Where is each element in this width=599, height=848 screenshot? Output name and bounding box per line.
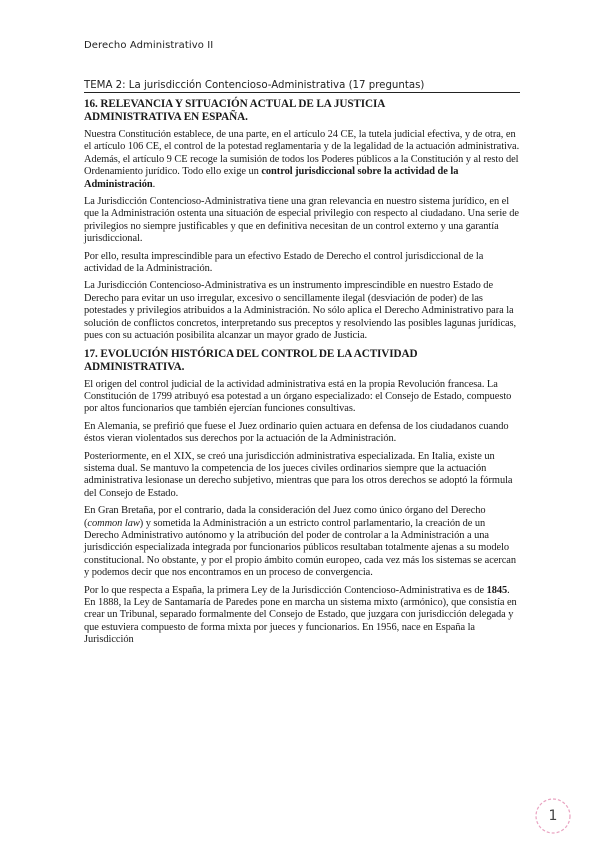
section-16-paragraph-3: Por ello, resulta imprescindible para un efectivo Estado de Derecho el control jurisdiccional de la actividad de la Administración. [84,250,484,275]
text-run: En Gran Bretaña, por el contrario, dada la consideración del Juez como único órgano del Derecho ( [84,505,486,529]
page-number: 1 [548,808,558,824]
text-run: ) y sometida la Administración a un estricto control parlamentario, la creación de un Derecho Administrativo autónomo y la atribución del poder de controlar a la Administración a una jurisdicción especializada integrada por funcionarios públicos resultaban totalmente ajenas a su modelo constitucional. No obstante, y por el propio ámbito común europeo, cada vez más los sistemas se acercan y podemos decir que nos encontramos en un proceso de convergencia. [84,517,516,579]
section-17-paragraph-3: Posteriormente, en el XIX, se creó una jurisdicción administrativa especializada. En Italia, existe un sistema dual. Se mantuvo la competencia de los jueces civiles ordinarios siempre que la actuación administrativa lesionase un derecho subjetivo, mientras que para los otros derechos se adoptó la fórmula del Consejo de Estado. [84,450,513,499]
bold-text: 1845 [486,584,508,596]
text-run: . En 1888, la Ley de Santamaría de Paredes pone en marcha un sistema mixto (armónico), que consistía en crear un Tribunal, separado formalmente del Consejo de Estado, que juzgara con jurisdicción delegada y que estuviera compuesto de forma mixta por jueces y funcionarios. En 1956, nace en España la Jurisdicción [84,584,517,646]
section-17-paragraph-5 [84,585,520,647]
section-16-heading [84,98,520,124]
section-17-paragraph-2: En Alemania, se prefirió que fuese el Juez ordinario quien actuara en defensa de los ciudadanos cuando éstos vieran violentados sus derechos por la actuación de la Administración. [84,420,509,445]
page-number-badge [532,796,574,836]
italic-text: common law [87,517,140,529]
text-run: . [152,178,156,190]
section-16-paragraph-1 [84,129,520,191]
section-17-heading-line2: ADMINISTRATIVA. [84,360,185,373]
section-17-heading [84,348,520,374]
section-17-paragraph-4 [84,505,520,579]
section-17-heading-line1: 17. EVOLUCIÓN HISTÓRICA DEL CONTROL DE LA ACTIVIDAD [84,347,418,360]
topic-title: TEMA 2: La jurisdicción Contencioso-Administrativa (17 preguntas) [84,80,520,93]
section-16-heading-line2: ADMINISTRATIVA EN ESPAÑA. [84,111,248,123]
section-17-paragraph-1: El origen del control judicial de la actividad administrativa está en la propia Revolución francesa. La Constitución de 1799 atribuyó esa potestad a un órgano especializado: el Consejo de Estado, compuesto por altos funcionarios que también ejercían funciones consultivas. [84,378,512,415]
text-run: Por lo que respecta a España, la primera Ley de la Jurisdicción Contencioso-Administrativa es de [84,584,487,596]
section-16-paragraph-4: La Jurisdicción Contencioso-Administrativa es un instrumento imprescindible en nuestro Estado de Derecho para evitar un uso irregular, excesivo o sencillamente ilegal (desviación de poder) de las potestades y privilegios atribuidos a la Administración. No sólo aplica el Derecho Administrativo para la solución de conflictos concretos, interpretando sus preceptos y resolviendo las posibles lagunas jurídicas, pues con su actuación posibilita alcanzar un mayor grado de Justicia. [84,280,517,342]
section-16-paragraph-2: La Jurisdicción Contencioso-Administrativa tiene una gran relevancia en nuestro sistema jurídico, en el que la Administración ostenta una situación de especial privilegio con respecto al ciudadano. Una serie de privilegios no siempre justificables y que en definitiva necesitan de un control externo y una garantía jurisdiccional. [84,196,519,245]
text-run: Nuestra Constitución establece, de una parte, en el artículo 24 CE, la tutela judicial efectiva, y de otra, en el artículo 106 CE, el control de la potestad reglamentaria y de la legalidad de la actuación administrativa. Además, el artículo 9 CE recoge la sumisión de todos los Poderes públicos a la Constitución y al resto del Ordenamiento jurídico. Todo ello exige un [84,129,520,178]
bold-text: control jurisdiccional sobre la actividad de la Administración [84,166,459,190]
document-body [84,80,520,652]
document-header: Derecho Administrativo II [84,40,214,51]
section-16-heading-line1: 16. RELEVANCIA Y SITUACIÓN ACTUAL DE LA JUSTICIA [84,98,386,110]
